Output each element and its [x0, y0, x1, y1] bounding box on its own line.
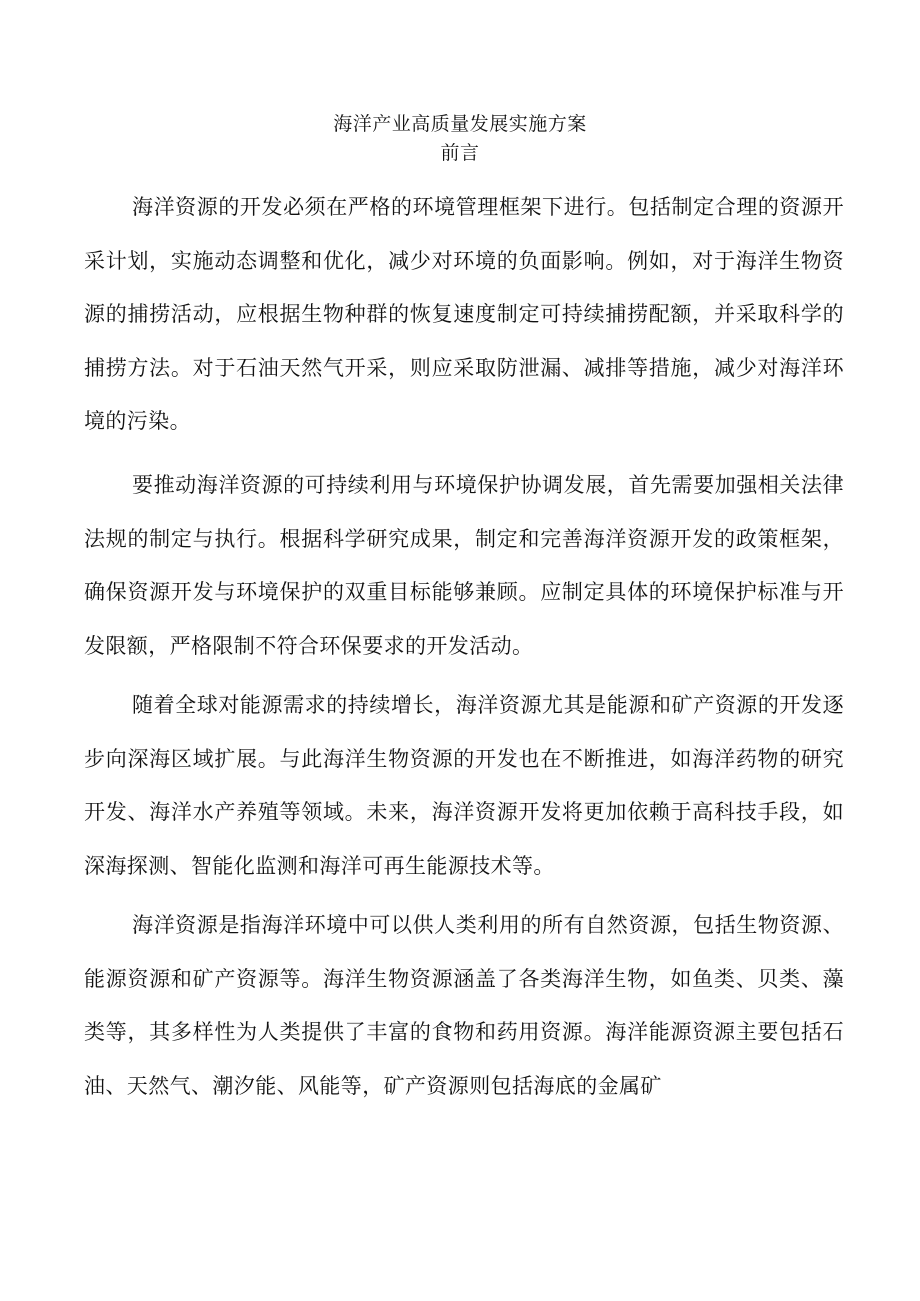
paragraph: 海洋资源是指海洋环境中可以供人类利用的所有自然资源，包括生物资源、能源资源和矿产资源等。海洋生物资源涵盖了各类海洋生物，如鱼类、贝类、藻类等，其多样性为人类提供了丰富的食物和药用资源。海洋能源资源主要包括石油、天然气、潮汐能、风能等，矿产资源则包括海底的金属矿 [84, 913, 844, 1098]
document-title: 海洋产业高质量发展实施方案 [333, 113, 587, 135]
paragraph: 海洋资源的开发必须在严格的环境管理框架下进行。包括制定合理的资源开采计划，实施动态调整和优化，减少对环境的负面影响。例如，对于海洋生物资源的捕捞活动，应根据生物种群的恢复速度制定可持续捕捞配额，并采取科学的捕捞方法。对于石油天然气开采，则应采取防泄漏、减排等措施，减少对海洋环境的污染。 [84, 195, 844, 433]
paragraph: 要推动海洋资源的可持续利用与环境保护协调发展，首先需要加强相关法律法规的制定与执行。根据科学研究成果，制定和完善海洋资源开发的政策框架，确保资源开发与环境保护的双重目标能够兼顾。应制定具体的环境保护标准与开发限额，严格限制不符合环保要求的开发活动。 [84, 473, 844, 658]
paragraph: 随着全球对能源需求的持续增长，海洋资源尤其是能源和矿产资源的开发逐步向深海区域扩展。与此海洋生物资源的开发也在不断推进，如海洋药物的研究开发、海洋水产养殖等领域。未来，海洋资源开发将更加依赖于高科技手段，如深海探测、智能化监测和海洋可再生能源技术等。 [84, 693, 844, 878]
document-subtitle: 前言 [440, 142, 480, 164]
